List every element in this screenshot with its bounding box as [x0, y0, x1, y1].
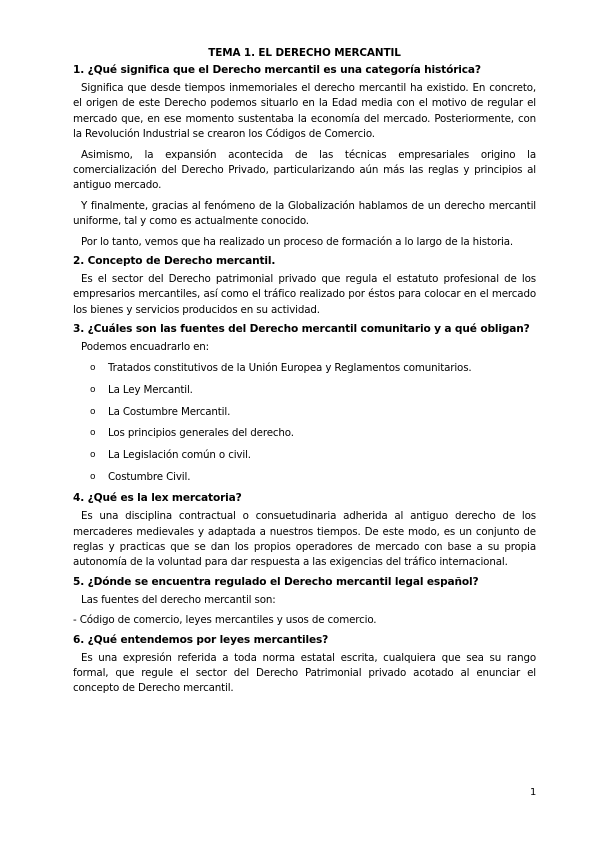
question-heading: 3. ¿Cuáles son las fuentes del Derecho mercantil comunitario y a qué obligan? [73, 323, 530, 336]
list-item [73, 448, 536, 463]
paragraph: Y finalmente, gracias al fenómeno de la Globalización hablamos de un derecho mercantil uniforme, tal y como es actualmente conocido. [73, 199, 536, 228]
list-item [73, 470, 536, 485]
paragraph: Es una disciplina contractual o consuetudinaria adherida al antiguo derecho de los mercaderes medievales y adaptada a nuestros tiempos. De este modo, es un conjunto de reglas y practicas que se dan los propios operadores de mercado con base a su propia autonomía de la voluntad para dar respuesta a las exigencias del tráfico internacional. [73, 510, 536, 569]
paragraph: Las fuentes del derecho mercantil son: [81, 593, 276, 606]
sources-list [73, 361, 536, 486]
list-intro: Podemos encuadrarlo en: [81, 341, 209, 354]
page-content [73, 47, 536, 702]
list-item [73, 361, 536, 376]
paragraph: Por lo tanto, vemos que ha realizado un proceso de formación a lo largo de la historia. [81, 235, 514, 248]
list-item [73, 426, 536, 441]
bullet-marker: o [90, 362, 96, 373]
question-heading: 2. Concepto de Derecho mercantil. [73, 255, 276, 268]
list-item-text: La Ley Mercantil. [108, 383, 193, 396]
page-title: TEMA 1. EL DERECHO MERCANTIL [208, 47, 401, 59]
bullet-marker: o [90, 384, 96, 395]
list-item [73, 383, 536, 398]
bullet-marker: o [90, 450, 96, 461]
question-heading: 4. ¿Qué es la lex mercatoria? [73, 492, 242, 505]
question-heading: 6. ¿Qué entendemos por leyes mercantiles? [73, 633, 329, 646]
question-heading: 1. ¿Qué significa que el Derecho mercantil es una categoría histórica? [73, 64, 481, 76]
list-item-text: La Legislación común o civil. [108, 449, 251, 462]
list-item [73, 405, 536, 420]
list-item-text: La Costumbre Mercantil. [108, 405, 231, 418]
paragraph: Es una expresión referida a toda norma estatal escrita, cualquiera que sea su rango formal, que regule el sector del Derecho Patrimonial privado acotado al enunciar el concepto de Derecho mercantil. [73, 651, 536, 695]
bullet-marker: o [90, 406, 96, 417]
bullet-marker: o [90, 472, 96, 483]
bullet-marker: o [90, 428, 96, 439]
paragraph: Significa que desde tiempos inmemoriales el derecho mercantil ha existido. En concreto, el origen de este Derecho podemos situarlo en la Edad media con el motivo de regular el mercado que, en ese momento sustentaba la economía del mercado. Posteriormente, con la Revolución Industrial se crearon los Códigos de Comercio. [73, 82, 536, 141]
paragraph: Asimismo, la expansión acontecida de las técnicas empresariales origino la comercialización del Derecho Privado, particularizando aún más las reglas y principios al antiguo mercado. [73, 148, 536, 192]
list-item-text: Tratados constitutivos de la Unión Europea y Reglamentos comunitarios. [108, 361, 472, 374]
list-item-text: Costumbre Civil. [108, 471, 191, 484]
question-heading: 5. ¿Dónde se encuentra regulado el Derecho mercantil legal español? [73, 575, 479, 588]
paragraph: Es el sector del Derecho patrimonial privado que regula el estatuto profesional de los empresarios mercantiles, así como el tráfico realizado por éstos para colocar en el mercado los bienes y servicios producidos en su actividad. [73, 273, 536, 316]
list-item-text: Los principios generales del derecho. [108, 427, 294, 440]
paragraph: - Código de comercio, leyes mercantiles y usos de comercio. [73, 614, 377, 627]
page-number: 1 [530, 787, 537, 798]
